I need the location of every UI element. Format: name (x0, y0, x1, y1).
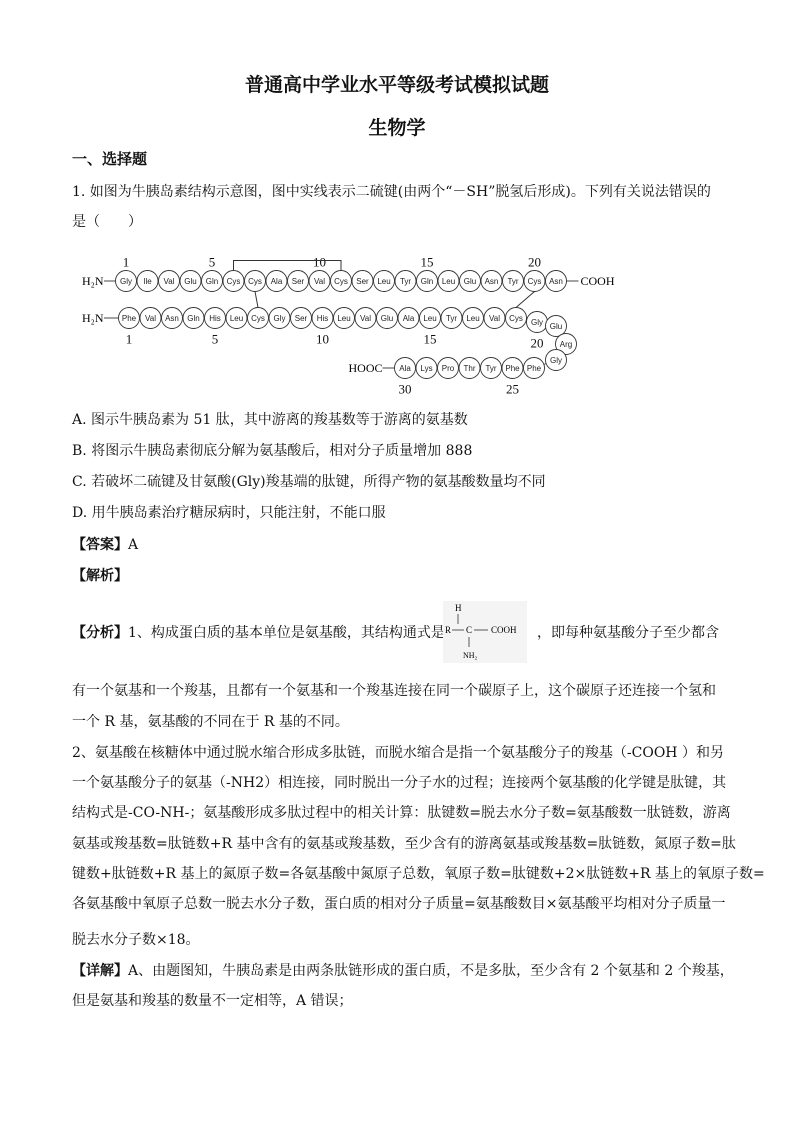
chain-b-number: 30 (398, 381, 412, 397)
residue-label: Phe (121, 314, 137, 323)
amino-acid-formula (443, 601, 527, 663)
residue-label: Leu (466, 314, 480, 323)
chain-b-number: 20 (530, 335, 544, 351)
para2-line: 氨基或羧基数=肽链数+R 基中含有的氨基或羧基数，至少含有的游离氨基或羧基数=肽链数，氮原子数=肽 (72, 836, 736, 852)
option-c: C. 若破坏二硫键及甘氨酸(Gly)羧基端的肽键，所得产物的氨基酸数量均不同 (72, 474, 546, 490)
answer-label: 【答案】 (72, 537, 128, 553)
formula-cooh: COOH (491, 625, 517, 635)
residue-label: Gly (550, 356, 562, 365)
residue-label: Ser (291, 277, 305, 286)
residue-label: Lys (420, 364, 433, 373)
chain-b-number: 25 (506, 381, 519, 397)
document-title: 普通高中学业水平等级考试模拟试题 (244, 74, 549, 96)
detail-line2: 但是氨基和羧基的数量不一定相等，A 错误； (72, 993, 353, 1009)
disulfide-bond (255, 292, 258, 308)
fenxi-line1-part1 (72, 623, 445, 643)
residue-label: Ile (143, 277, 152, 286)
residue-label: His (316, 314, 329, 323)
question-stem-line2: 是（ ） (72, 214, 142, 230)
detail-text1: A、由题图知，牛胰岛素是由两条肽链形成的蛋白质，不是多肽，至少含有 2 个氨基和 2 个羧基， (128, 963, 734, 979)
residue-label: Glu (184, 277, 197, 286)
para2-line: 各氨基酸中氧原子总数一脱去水分子数，蛋白质的相对分子质量=氨基酸数目×氨基酸平均相对分子质量一 (72, 896, 726, 912)
residue-label: Leu (229, 314, 244, 323)
formula-r: R (445, 625, 452, 635)
residue-label: Val (145, 314, 156, 323)
chain-a-start: H₂N (82, 274, 104, 288)
para2-line: 键数+肽链数+R 基上的氮原子数=各氨基酸中氮原子总数，氧原子数=肽键数+2×肽链数+R 基上的氧原子数= (72, 866, 765, 882)
chain-b-end: HOOC (348, 361, 383, 375)
residue-label: Leu (423, 314, 437, 323)
residue-label: Val (163, 277, 175, 286)
residue-label: Gln (420, 277, 434, 286)
residue-label: Tyr (507, 277, 519, 286)
residue-label: Cys (334, 277, 348, 286)
residue-label: Phe (526, 364, 542, 373)
residue-label: Leu (377, 277, 391, 286)
residue-label: Gly (273, 314, 286, 323)
residue-label: Glu (463, 277, 477, 286)
residue-label: Leu (337, 314, 351, 323)
chain-b-number: 15 (423, 331, 437, 347)
residue-label: Cys (248, 277, 262, 286)
residue-label: Ser (356, 277, 369, 286)
residue-label: Glu (380, 314, 394, 323)
chain-a-number: 1 (122, 254, 130, 270)
residue-label: His (209, 314, 221, 323)
chain-a-number: 20 (528, 254, 541, 270)
residue-label: Ser (294, 314, 308, 323)
chain-b-start: H₂N (82, 311, 104, 325)
residue-label: Tyr (445, 314, 458, 323)
residue-label: Gly (531, 318, 543, 327)
residue-label: Tyr (399, 277, 412, 286)
option-a: A. 图示牛胰岛素为 51 肽，其中游离的羧基数等于游离的氨基数 (72, 412, 468, 428)
fenxi-line1-part2: ，即每种氨基酸分子至少都含 (537, 625, 719, 641)
chain-a-number: 5 (208, 254, 216, 270)
residue-label: Cys (226, 277, 241, 286)
detail-label: 【详解】 (72, 963, 128, 979)
answer-value: A (128, 537, 139, 553)
chain-b-number: 5 (211, 331, 219, 347)
formula-nh2: NH₂ (463, 651, 478, 660)
fenxi-label: 【分析】 (72, 625, 128, 641)
residue-label: Asn (549, 277, 563, 286)
residue-label: Ala (399, 364, 411, 373)
residue-label: Arg (559, 340, 573, 349)
formula-c: C (466, 625, 473, 635)
para2-line: 2、氨基酸在核糖体中通过脱水缩合形成多肽链，而脱水缩合是指一个氨基酸分子的羧基（-COOH ）和另 (72, 745, 724, 761)
chain-a-number: 15 (420, 254, 434, 270)
fenxi-line3: 一个 R 基，氨基酸的不同在于 R 基的不同。 (72, 714, 349, 730)
detail-line1 (72, 961, 734, 981)
chain-a-number: 10 (313, 254, 326, 270)
residue-label: Gln (205, 277, 219, 286)
residue-label: Ala (402, 314, 415, 323)
residue-label: Asn (484, 277, 499, 286)
para2-line: 脱去水分子数×18。 (72, 932, 200, 948)
residue-label: Ala (270, 277, 283, 286)
option-b: B. 将图示牛胰岛素彻底分解为氨基酸后，相对分子质量增加 888 (72, 443, 473, 459)
disulfide-bond (516, 292, 535, 308)
question-stem-line1: 1. 如图为牛胰岛素结构示意图，图中实线表示二硫键(由两个“－SH”脱氢后形成)。下列有关说法错误的 (72, 184, 711, 200)
residue-label: Val (489, 314, 500, 323)
analysis-label: 【解析】 (72, 568, 128, 584)
residue-label: Asn (165, 314, 179, 323)
section-heading: 一、选择题 (72, 150, 148, 168)
residue-label: Cys (251, 314, 265, 323)
answer-line (72, 535, 138, 555)
para2-line: 结构式是-CO-NH-；氨基酸形成多肽过程中的相关计算：肽键数=脱去水分子数=氨基酸数一肽链数，游离 (72, 805, 731, 821)
para2-line: 一个氨基酸分子的氨基（-NH2）相连接，同时脱出一分子水的过程；连接两个氨基酸的化学键是肽键，其 (72, 775, 727, 791)
residue-label: Val (360, 314, 371, 323)
residue-label: Val (314, 277, 325, 286)
document-subtitle: 生物学 (368, 117, 426, 139)
residue-label: Cys (509, 314, 523, 323)
chain-b-number: 1 (125, 331, 133, 347)
residue-label: Pro (441, 364, 455, 373)
insulin-structure-diagram (78, 250, 618, 400)
fenxi-line2: 有一个氨基和一个羧基，且都有一个氨基和一个羧基连接在同一个碳原子上，这个碳原子还连接一个氢和 (72, 683, 716, 699)
residue-label: Tyr (485, 364, 497, 373)
fenxi-text1: 1、构成蛋白质的基本单位是氨基酸，其结构通式是 (128, 625, 445, 641)
residue-label: Gly (120, 277, 132, 286)
residue-label: Cys (527, 277, 542, 286)
formula-h: H (455, 603, 462, 613)
residue-label: Gln (187, 314, 200, 323)
chain-b-number: 10 (316, 331, 329, 347)
residue-label: Thr (463, 364, 476, 373)
option-d: D. 用牛胰岛素治疗糖尿病时，只能注射，不能口服 (72, 505, 386, 521)
chain-a-end: COOH (580, 274, 615, 288)
residue-label: Phe (505, 364, 520, 373)
residue-label: Leu (441, 277, 456, 286)
residue-label: Glu (549, 322, 563, 331)
